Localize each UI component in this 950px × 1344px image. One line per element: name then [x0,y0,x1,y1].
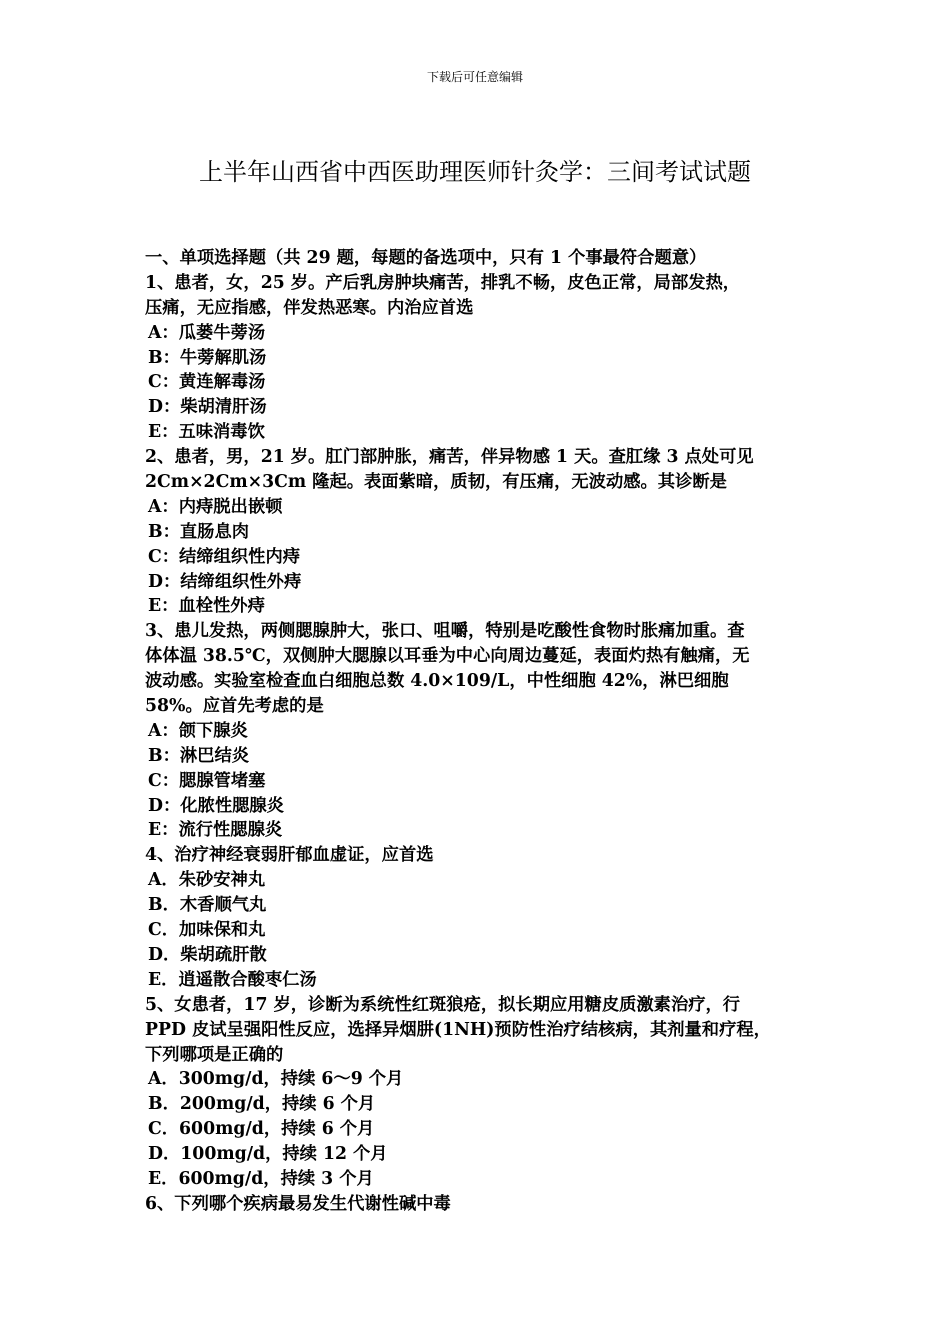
answer-option: D．100mg/d，持续 12 个月 [148,1144,388,1165]
question-stem-line: 2Cm×2Cm×3Cm 隆起。表面紫暗，质韧，有压痛，无波动感。其诊断是 [145,472,727,493]
answer-option: E：流行性腮腺炎 [148,820,283,841]
answer-option: D：化脓性腮腺炎 [148,795,284,816]
answer-option: E：血栓性外痔 [148,596,265,617]
answer-option: A：颌下腺炎 [148,720,248,741]
question-stem-line: 体体温 38.5℃，双侧肿大腮腺以耳垂为中心向周边蔓延，表面灼热有触痛，无 [145,646,750,667]
question-stem-line: 1、患者，女，25 岁。产后乳房肿块痛苦，排乳不畅，皮色正常，局部发热， [145,272,741,293]
answer-option: D．柴胡疏肝散 [148,944,267,965]
question-stem-line: 压痛，无应指感，伴发热恶寒。内治应首选 [145,297,474,318]
question-stem-line: 5、女患者，17 岁，诊断为系统性红斑狼疮，拟长期应用糖皮质激素治疗，行 [145,994,741,1015]
answer-option: C：结缔组织性内痔 [148,546,301,567]
question-stem-line: 58%。应首先考虑的是 [145,696,324,717]
answer-option: D：柴胡清肝汤 [148,397,267,418]
question-stem-line: 2、患者，男，21 岁。肛门部肿胀，痛苦，伴异物感 1 天。查肛缘 3 点处可见 [145,447,754,468]
question-stem-line: 4、治疗神经衰弱肝郁血虚证，应首选 [145,845,434,866]
answer-option: E：五味消毒饮 [148,422,265,443]
answer-option: A：内痔脱出嵌顿 [148,496,283,517]
answer-option: B：直肠息肉 [148,521,250,542]
answer-option: E．逍遥散合酸枣仁汤 [148,969,317,990]
question-stem-line: 6、下列哪个疾病最易发生代谢性碱中毒 [145,1193,451,1214]
section-heading: 一、单项选择题（共 29 题，每题的备选项中，只有 1 个事最符合题意） [145,248,707,268]
answer-option: C：黄连解毒汤 [148,372,266,393]
question-stem-line: PPD 皮试呈强阳性反应，选择异烟肼(1NH)预防性治疗结核病，其剂量和疗程， [145,1019,771,1040]
page-header: 下载后可任意编辑 [426,70,523,84]
answer-option: C：腮腺管堵塞 [148,770,266,791]
question-list [145,246,813,1217]
question-stem-line: 波动感。实验室检查血白细胞总数 4.0×109/L，中性细胞 42%，淋巴细胞 [145,671,729,692]
answer-option: B：牛蒡解肌汤 [148,347,267,368]
answer-option: B：淋巴结炎 [148,745,250,766]
question-stem-line: 下列哪项是正确的 [145,1044,284,1065]
answer-option: D：结缔组织性外痔 [148,571,302,592]
answer-option: A．朱砂安神丸 [148,870,266,891]
answer-option: C．加味保和丸 [148,920,266,941]
answer-option: E．600mg/d，持续 3 个月 [148,1168,374,1189]
answer-option: C．600mg/d，持续 6 个月 [148,1119,375,1140]
answer-option: B．木香顺气丸 [148,895,267,916]
answer-option: A：瓜蒌牛蒡汤 [148,322,266,343]
answer-option: A．300mg/d，持续 6～9 个月 [148,1069,404,1090]
question-stem-line: 3、患儿发热，两侧腮腺肿大，张口、咀嚼，特别是吃酸性食物时胀痛加重。查 [145,621,745,642]
answer-option: B．200mg/d，持续 6 个月 [148,1094,376,1115]
document-title: 上半年山西省中西医助理医师针灸学：三间考试试题 [199,158,751,186]
